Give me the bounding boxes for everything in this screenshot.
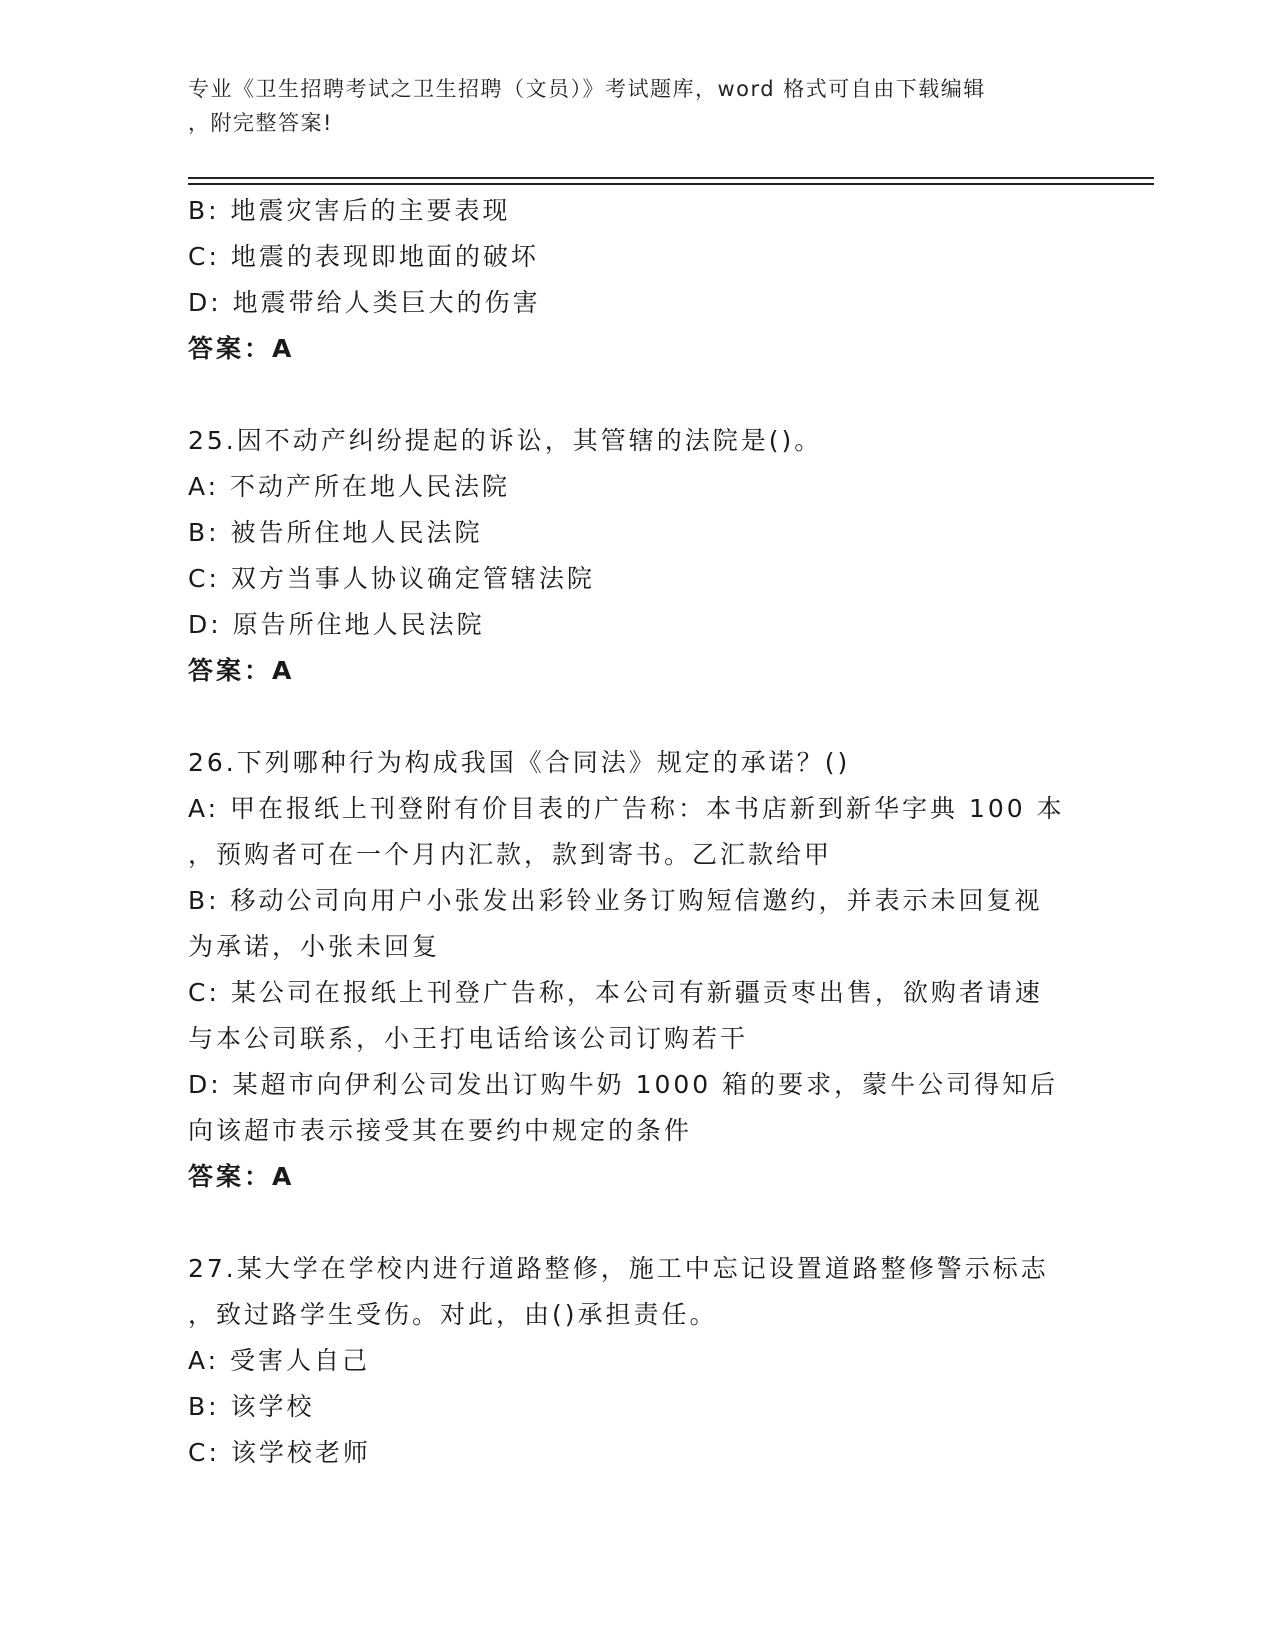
option-d: D: 原告所住地人民法院: [188, 610, 485, 639]
question-content: [188, 188, 1088, 1476]
question-25: [188, 418, 1088, 694]
option-b-line-2: 为承诺，小张未回复: [188, 932, 441, 961]
question-stem: 26.下列哪种行为构成我国《合同法》规定的承诺？(): [188, 748, 851, 777]
option-c-line-1: C: 某公司在报纸上刊登广告称，本公司有新疆贡枣出售，欲购者请速: [188, 978, 1043, 1007]
option-d-line-1: D: 某超市向伊利公司发出订购牛奶 1000 箱的要求，蒙牛公司得知后: [188, 1070, 1059, 1099]
header-divider-bottom: [188, 183, 1154, 185]
option-d-line-2: 向该超市表示接受其在要约中规定的条件: [188, 1116, 693, 1145]
question-27: [188, 1246, 1088, 1476]
header-line-1: 专业《卫生招聘考试之卫生招聘（文员）》考试题库，word 格式可自由下载编辑: [188, 77, 986, 101]
answer-line: 答案：A: [188, 334, 295, 363]
question-24-tail: [188, 188, 1088, 372]
header-line-2: ，附完整答案!: [188, 111, 333, 135]
option-b: B: 该学校: [188, 1392, 315, 1421]
question-26: [188, 740, 1088, 1200]
option-c: C: 地震的表现即地面的破坏: [188, 242, 539, 271]
option-a: A: 不动产所在地人民法院: [188, 472, 511, 501]
option-a-line-1: A: 甲在报纸上刊登附有价目表的广告称：本书店新到新华字典 100 本: [188, 794, 1065, 823]
answer-line: 答案：A: [188, 1162, 295, 1191]
option-d: D: 地震带给人类巨大的伤害: [188, 288, 541, 317]
option-b-line-1: B: 移动公司向用户小张发出彩铃业务订购短信邀约，并表示未回复视: [188, 886, 1043, 915]
question-stem-line-1: 27.某大学在学校内进行道路整修，施工中忘记设置道路整修警示标志: [188, 1254, 1049, 1283]
answer-line: 答案：A: [188, 656, 295, 685]
header-divider-top: [188, 177, 1154, 179]
option-c: C: 双方当事人协议确定管辖法院: [188, 564, 595, 593]
document-header: [188, 72, 1088, 140]
question-stem: 25.因不动产纠纷提起的诉讼，其管辖的法院是()。: [188, 426, 823, 455]
question-stem-line-2: ，致过路学生受伤。对此，由()承担责任。: [188, 1300, 718, 1329]
option-a-line-2: ，预购者可在一个月内汇款，款到寄书。乙汇款给甲: [188, 840, 833, 869]
option-b: B: 被告所住地人民法院: [188, 518, 483, 547]
option-c: C: 该学校老师: [188, 1438, 371, 1467]
option-c-line-2: 与本公司联系，小王打电话给该公司订购若干: [188, 1024, 749, 1053]
option-a: A: 受害人自己: [188, 1346, 371, 1375]
option-b: B: 地震灾害后的主要表现: [188, 196, 511, 225]
